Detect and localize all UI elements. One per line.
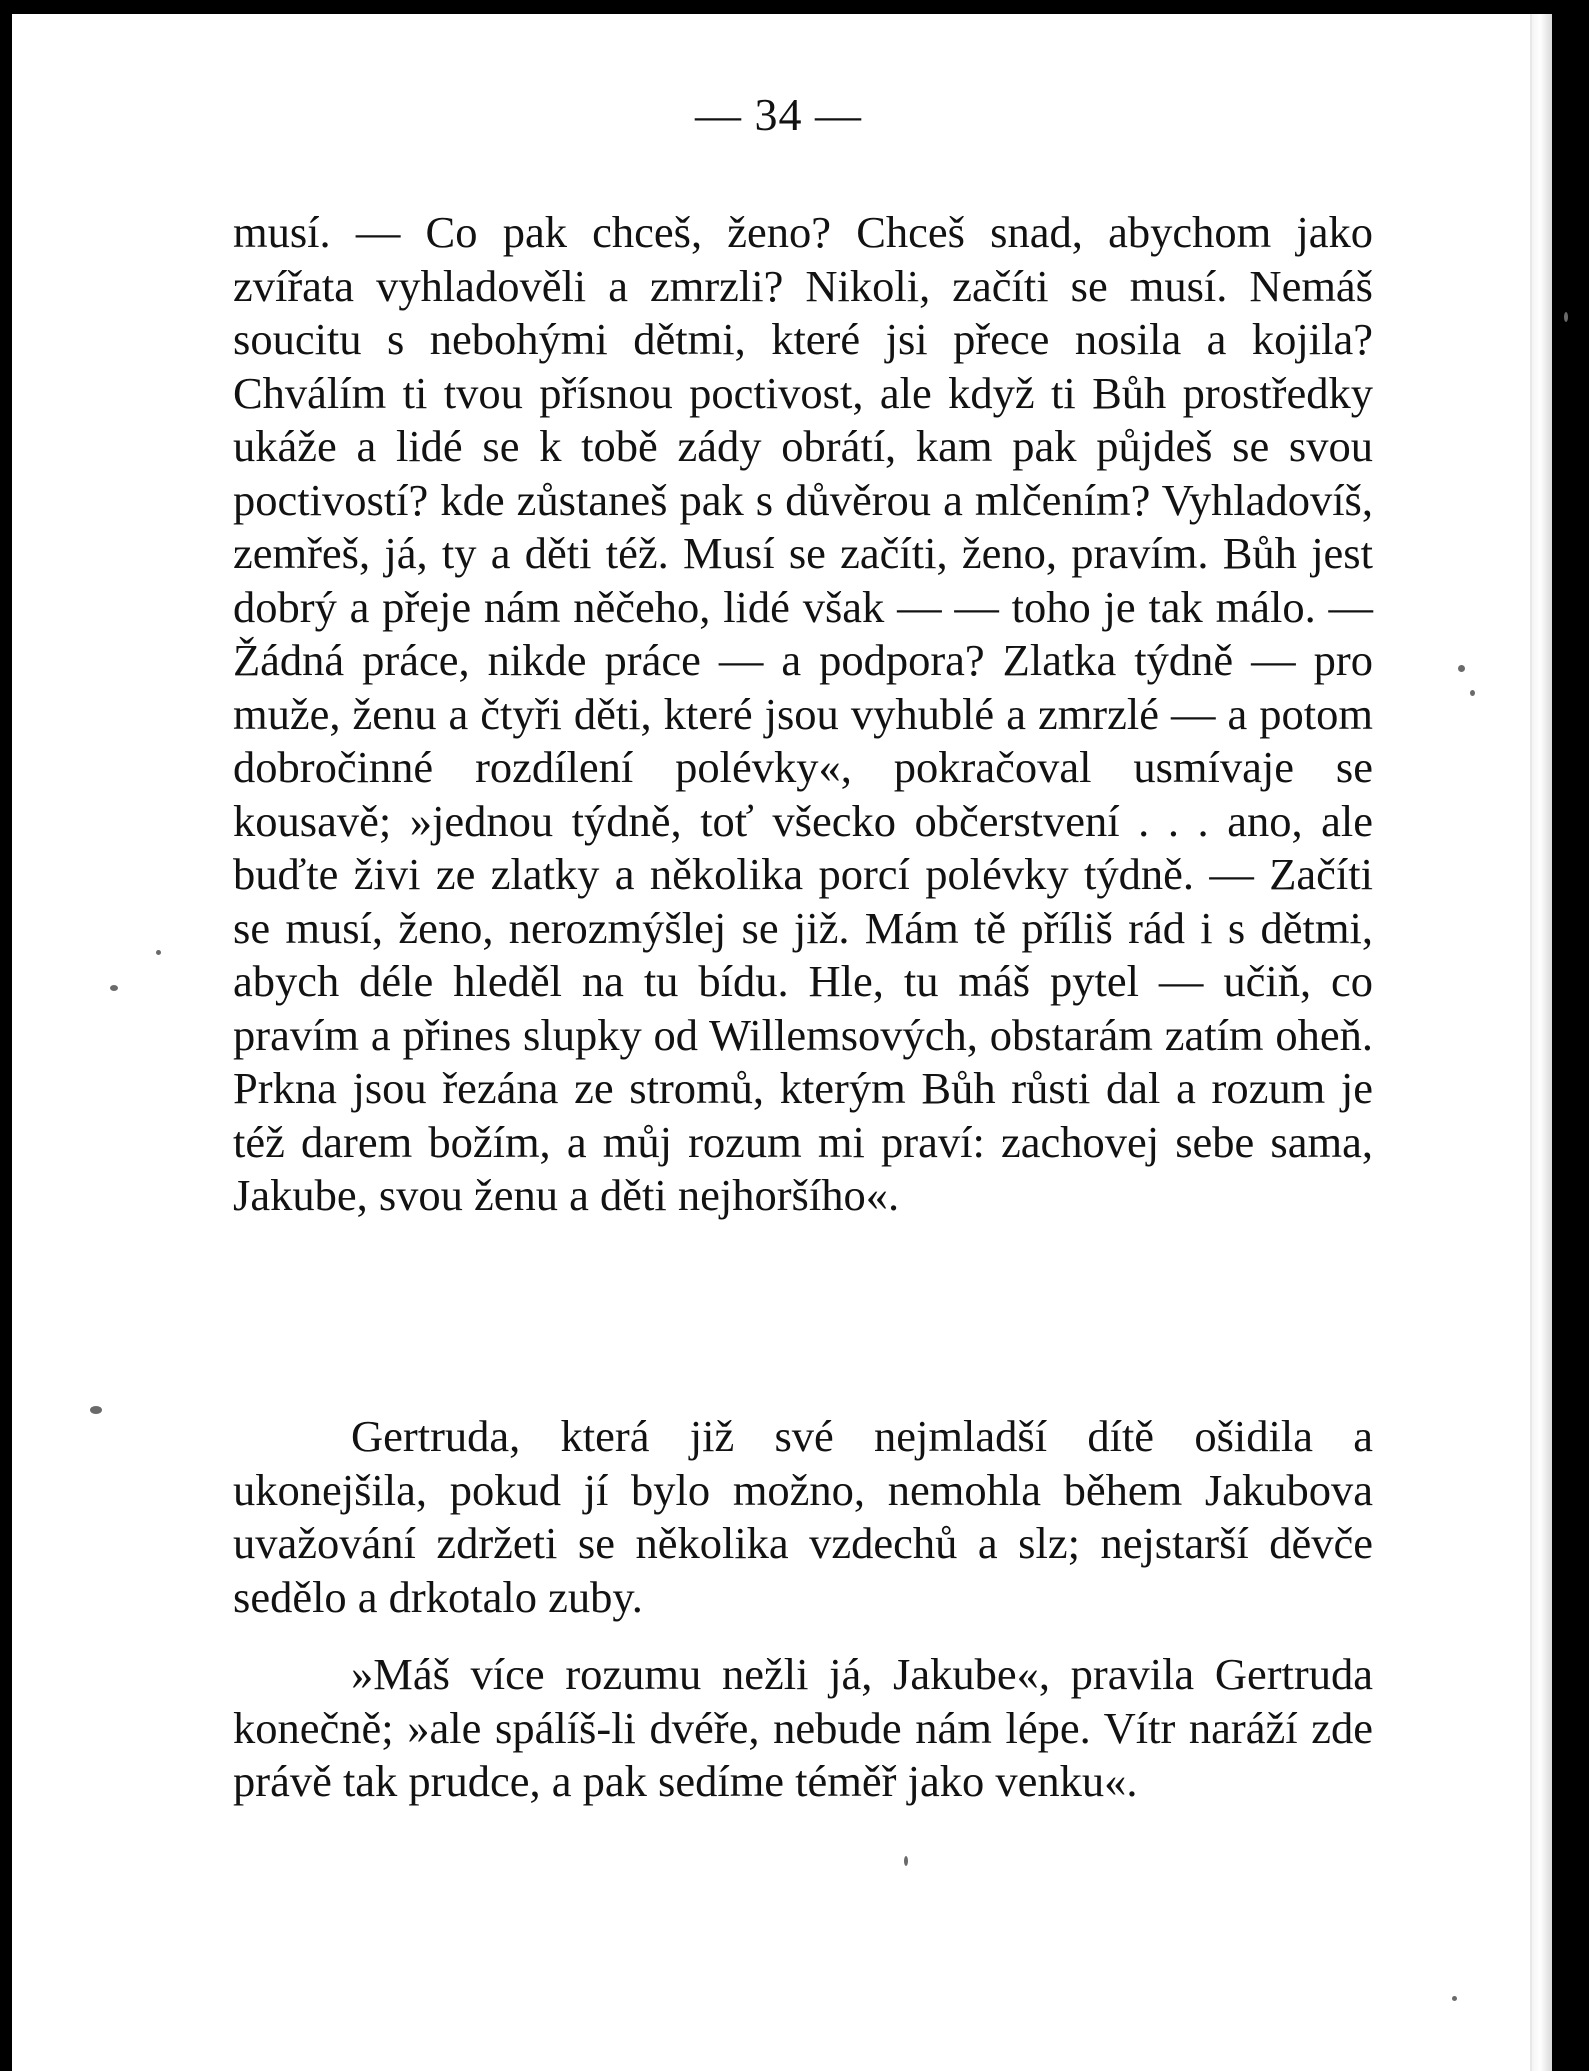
scan-speck [904, 1856, 908, 1866]
page-edge [1532, 14, 1552, 2071]
scan-speck [1564, 312, 1568, 322]
scan-speck [110, 985, 118, 991]
scan-speck [1470, 690, 1475, 696]
paragraph-2: Gertruda, která již své nejmladší dítě ošidila a ukonejšila, pokud jí bylo možno, nemohla během Jakubova uvažování zdržeti se několika vzdechů a slz; nejstarší děvče sedělo a drkotalo zuby. [233, 1411, 1373, 1622]
paragraph-3: »Máš více rozumu nežli já, Jakube«, pravila Gertruda konečně; »ale spálíš-li dvéře, nebude nám lépe. Vítr naráží zde právě tak prudce, a pak sedíme téměř jako venku«. [233, 1649, 1373, 1806]
paragraph-1: musí. — Co pak chceš, ženo? Chceš snad, abychom jako zvířata vyhladověli a zmrzli? Nikoli, začíti se musí. Nemáš soucitu s nebohými dětmi, které jsi přece nosila a kojila? Chválím ti tvou přísnou poctivost, ale když ti Bůh prostředky ukáže a lidé se k tobě zády obrátí, kam pak půjdeš se svou poctivostí? kde zůstaneš pak s důvěrou a mlčením? Vyhladovíš, zemřeš, já, ty a děti též. Musí se začíti, ženo, pravím. Bůh jest dobrý a přeje nám něčeho, lidé však — — toho je tak málo. — Žádná práce, nikde práce — a podpora? Zlatka týdně — pro muže, ženu a čtyři děti, které jsou vyhublé a zmrzlé — a potom dobročinné rozdílení polévky«, pokračoval usmívaje se kousavě; »jednou týdně, toť všecko občerstvení . . . ano, ale buďte živi ze zlatky a několika porcí polévky týdně. — Začíti se musí, ženo, nerozmýšlej se již. Mám tě příliš rád i s dětmi, abych déle hleděl na tu bídu. Hle, tu máš pytel — učiň, co pravím a přines slupky od Willemsových, obstarám zatím oheň. Prkna jsou řezána ze stromů, kterým Bůh růsti dal a rozum je též darem božím, a můj rozum mi praví: zachovej sebe sama, Jakube, svou ženu a děti nejhoršího«. [233, 207, 1373, 1220]
scan-speck [1458, 665, 1465, 672]
scan-speck [1452, 1996, 1457, 2001]
scan-speck [156, 950, 161, 955]
page-number: — 34 — [695, 89, 862, 140]
scan-speck [90, 1406, 102, 1414]
